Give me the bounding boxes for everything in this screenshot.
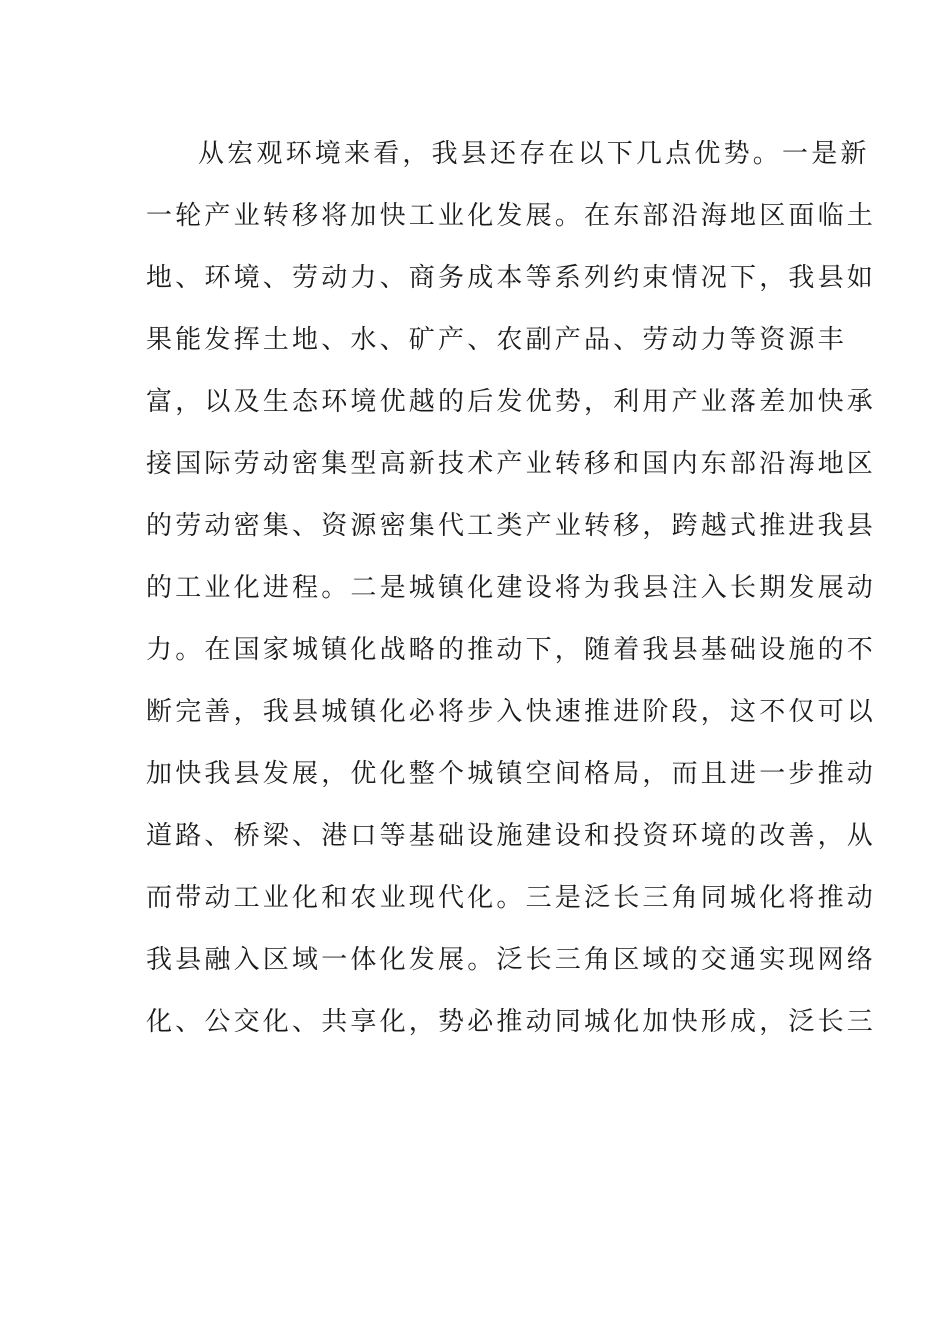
paragraph-line: 道路、桥梁、港口等基础设施建设和投资环境的改善，从 <box>146 821 877 851</box>
paragraph-line: 加快我县发展，优化整个城镇空间格局，而且进一步推动 <box>146 759 877 789</box>
body-paragraph <box>146 129 877 1059</box>
paragraph-line: 力。在国家城镇化战略的推动下，随着我县基础设施的不 <box>146 635 877 665</box>
paragraph-line: 化、公交化、共享化，势必推动同城化加快形成，泛长三 <box>146 1007 877 1037</box>
paragraph-line: 的工业化进程。二是城镇化建设将为我县注入长期发展动 <box>146 573 877 603</box>
paragraph-line: 断完善，我县城镇化必将步入快速推进阶段，这不仅可以 <box>146 697 877 727</box>
paragraph-line: 而带动工业化和农业现代化。三是泛长三角同城化将推动 <box>146 883 877 913</box>
paragraph-line: 富，以及生态环境优越的后发优势，利用产业落差加快承 <box>146 387 877 417</box>
paragraph-line: 从宏观环境来看，我县还存在以下几点优势。一是新 <box>198 139 870 169</box>
paragraph-line: 接国际劳动密集型高新技术产业转移和国内东部沿海地区 <box>146 449 877 479</box>
paragraph-line: 地、环境、劳动力、商务成本等系列约束情况下，我县如 <box>146 263 877 293</box>
paragraph-line: 的劳动密集、资源密集代工类产业转移，跨越式推进我县 <box>146 511 877 541</box>
paragraph-line: 果能发挥土地、水、矿产、农副产品、劳动力等资源丰 <box>146 325 847 355</box>
paragraph-line: 我县融入区域一体化发展。泛长三角区域的交通实现网络 <box>146 945 877 975</box>
paragraph-line: 一轮产业转移将加快工业化发展。在东部沿海地区面临土 <box>146 201 877 231</box>
